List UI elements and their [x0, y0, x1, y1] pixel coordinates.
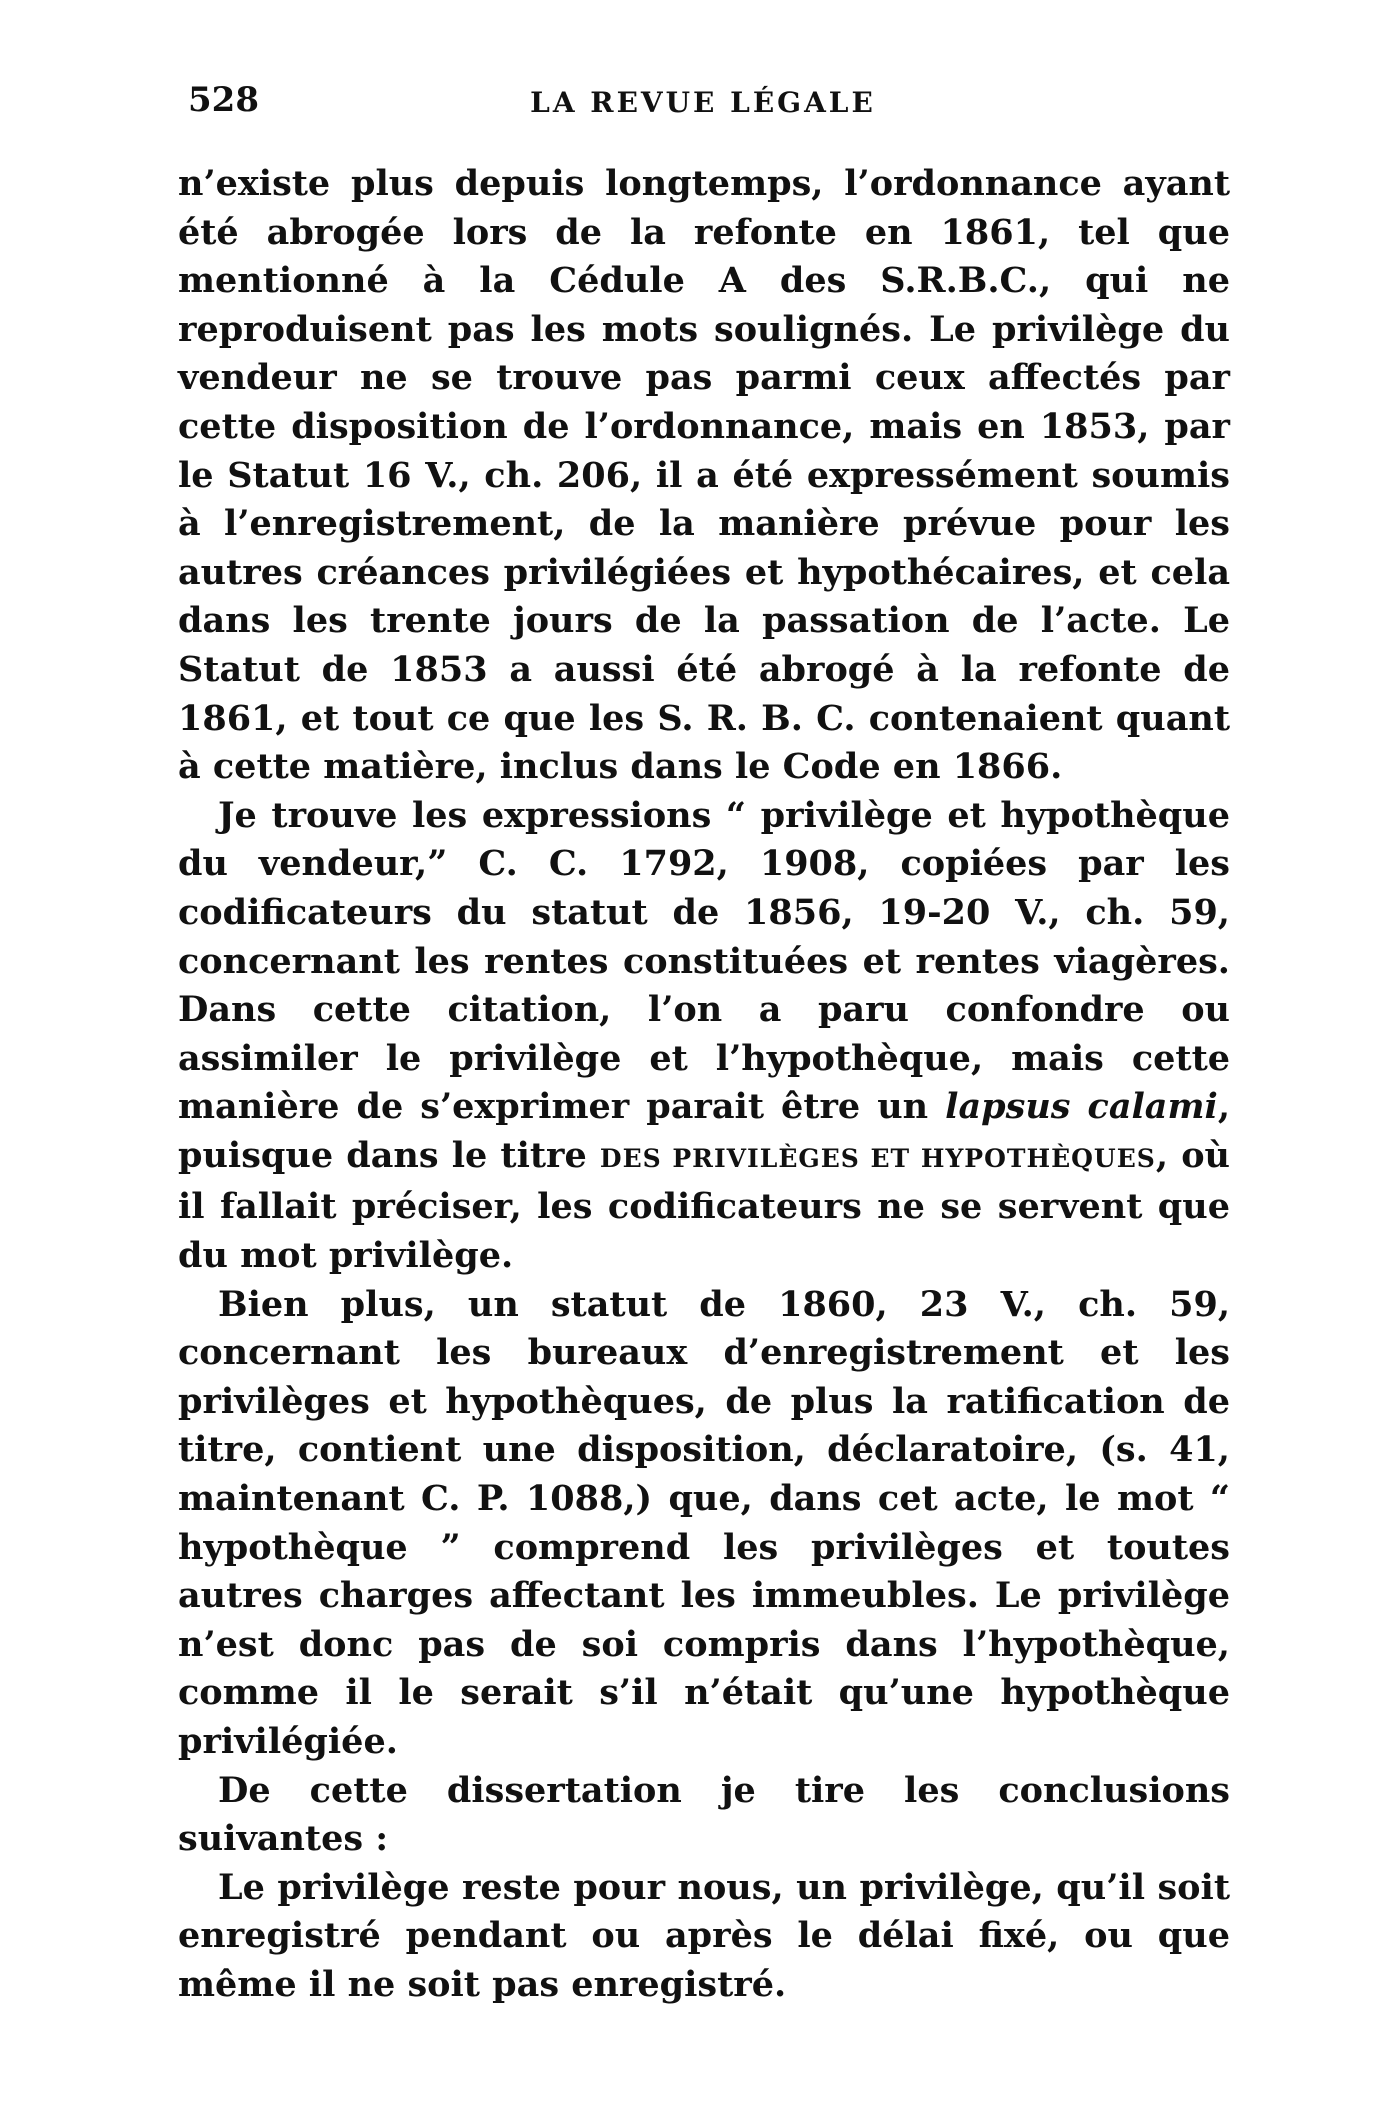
paragraph-2-text-a: Je trouve les expressions “ privilège et hypothèque du vendeur,” C. C. 1792, 1908, copiées par les codificateurs du statut de 1856, 19-20 V., ch. 59, concernant les rentes constituées et rentes viagères. Dans cette citation, l’on a paru confondre ou assimiler le privilège et l’hypothèque, mais cette manière de s’exprimer parait être un [178, 794, 1230, 1128]
paragraph-2 [178, 792, 1230, 1281]
latin-phrase: lapsus calami [945, 1086, 1218, 1128]
paragraph-5: Le privilège reste pour nous, un privilège, qu’il soit enregistré pendant ou après le délai fixé, ou que même il ne soit pas enregistré. [178, 1866, 1230, 2005]
paragraph-4: De cette dissertation je tire les conclusions suivantes : [178, 1769, 1230, 1860]
title-reference: DES PRIVILÈGES ET HYPOTHÈQUES [599, 1143, 1156, 1173]
paragraph-2-text-c: , où il fallait préciser, les codificateurs ne se servent que du mot privilège. [178, 1134, 1230, 1277]
paragraph-1: n’existe plus depuis longtemps, l’ordonnance ayant été abrogée lors de la refonte en 1861, tel que mentionné à la Cédule A des S.R.B.C., qui ne reproduisent pas les mots soulignés. Le privilège du vendeur ne se trouve pas parmi ceux affectés par cette disposition de l’ordonnance, mais en 1853, par le Statut 16 V., ch. 206, il a été expressément soumis à l’enregistrement, de la manière prévue pour les autres créances privilégiées et hypothécaires, et cela dans les trente jours de la passation de l’acte. Le Statut de 1853 a aussi été abrogé à la refonte de 1861, et tout ce que les S. R. B. C. contenaient quant à cette matière, inclus dans le Code en 1866. [178, 163, 1230, 788]
running-title: LA REVUE LÉGALE [530, 86, 876, 119]
paragraph-3: Bien plus, un statut de 1860, 23 V., ch. 59, concernant les bureaux d’enregistrement et les privilèges et hypothèques, de plus la ratification de titre, contient une disposition, déclaratoire, (s. 41, maintenant C. P. 1088,) que, dans cet acte, le mot “ hypothèque ” comprend les privilèges et toutes autres charges affectant les immeubles. Le privilège n’est donc pas de soi compris dans l’hypothèque, comme il le serait s’il n’était qu’une hypothèque privilégiée. [178, 1283, 1230, 1762]
paragraph-2-text-b: , puisque dans le titre [178, 1086, 1230, 1176]
page-header [188, 80, 1218, 130]
body-text [178, 160, 1230, 2010]
page-number: 528 [188, 80, 259, 120]
